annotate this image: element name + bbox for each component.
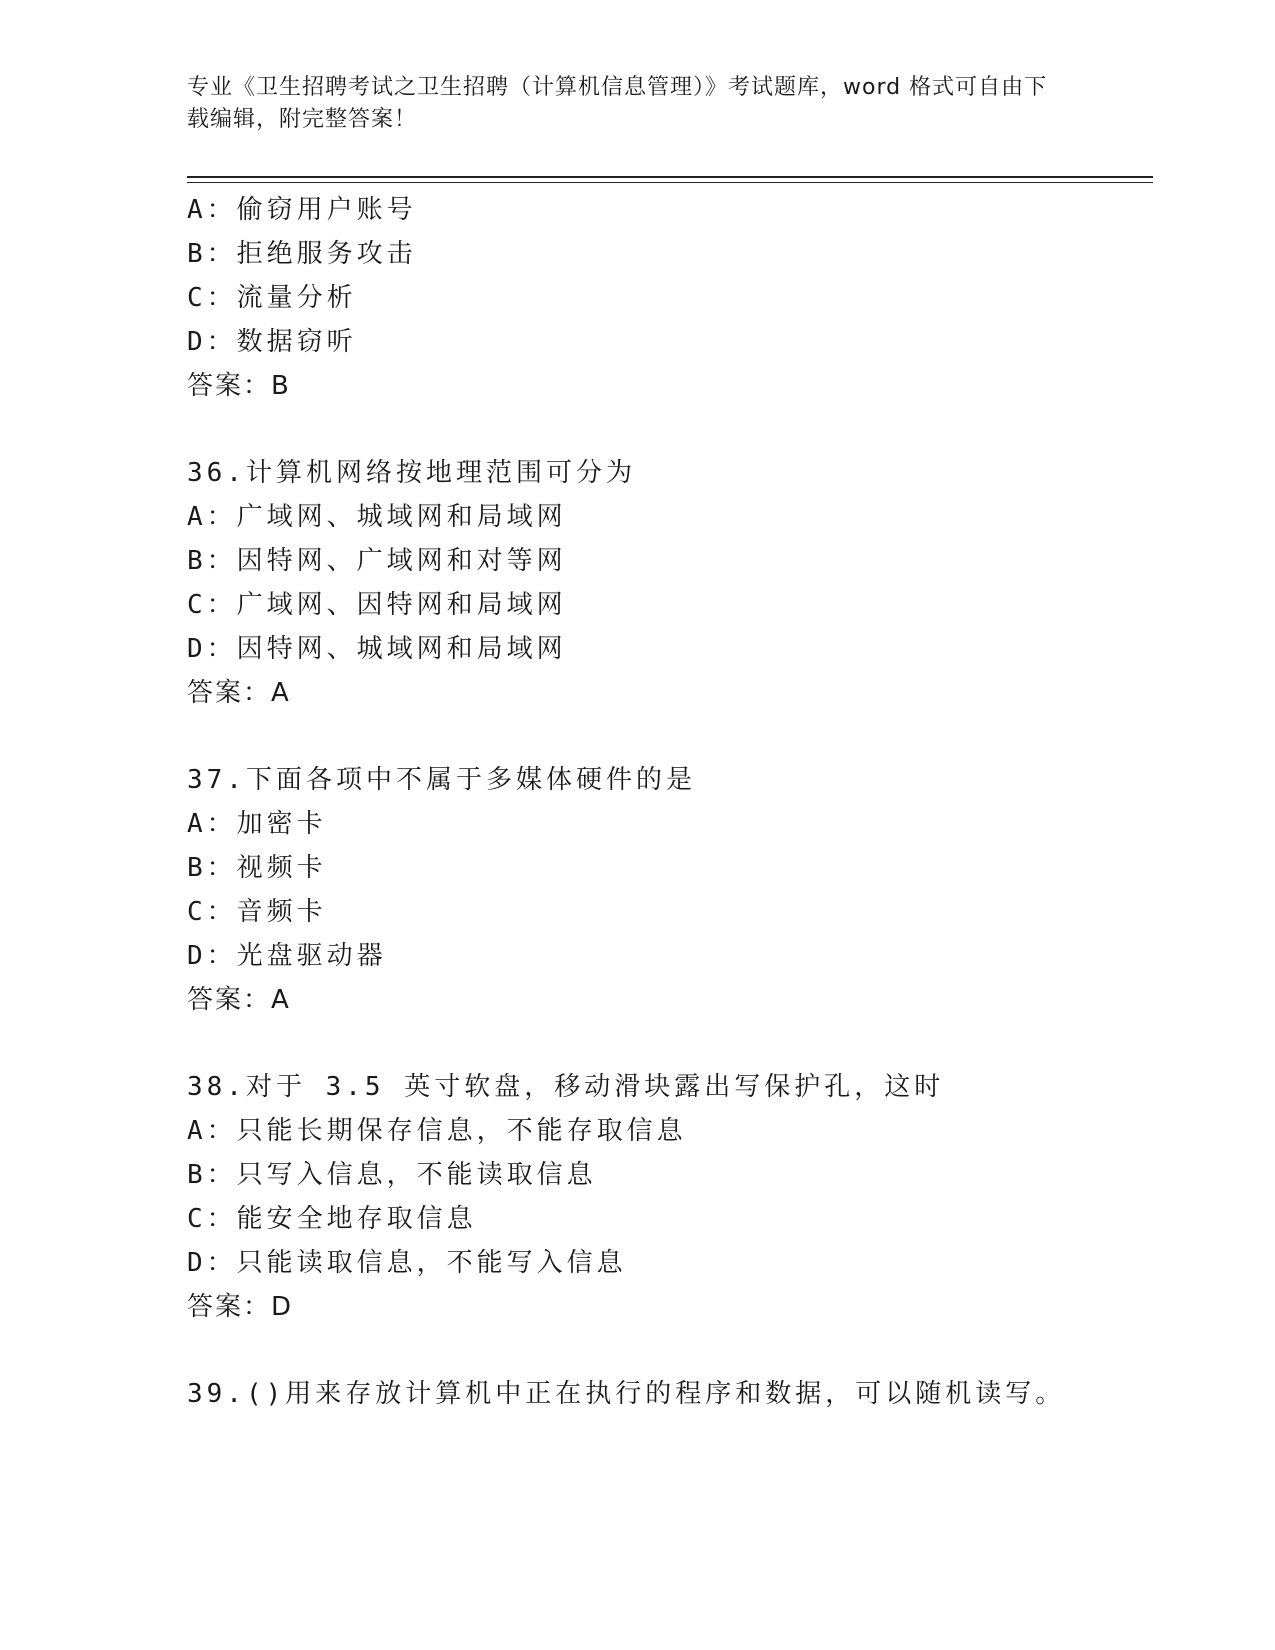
option-a: A：偷窃用户账号 [187,195,417,225]
option-c: C：广域网、因特网和局域网 [187,590,567,620]
option-b: B：只写入信息，不能读取信息 [187,1160,597,1190]
question-stem: 38.对于 3.5 英寸软盘，移动滑块露出写保护孔，这时 [187,1072,945,1102]
answer-line: 答案：A [187,985,291,1015]
option-c: C：能安全地存取信息 [187,1204,477,1234]
option-d: D：数据窃听 [187,327,357,357]
option-b: B：拒绝服务攻击 [187,239,417,269]
option-c: C：流量分析 [187,283,357,313]
option-b: B：视频卡 [187,853,327,883]
option-a: A：广域网、城域网和局域网 [187,502,567,532]
answer-line: 答案：A [187,678,291,708]
option-c: C：音频卡 [187,897,327,927]
header-divider-thick [187,176,1153,178]
question-stem: 39.()用来存放计算机中正在执行的程序和数据，可以随机读写。 [187,1379,1066,1409]
option-a: A：只能长期保存信息，不能存取信息 [187,1116,687,1146]
option-d: D：因特网、城域网和局域网 [187,634,567,664]
option-d: D：只能读取信息，不能写入信息 [187,1248,627,1278]
header-divider-thin [187,182,1153,183]
answer-line: 答案：B [187,371,291,401]
question-stem: 37.下面各项中不属于多媒体硬件的是 [187,765,696,795]
option-d: D：光盘驱动器 [187,941,387,971]
document-header: 专业《卫生招聘考试之卫生招聘（计算机信息管理）》考试题库，word 格式可自由下载编辑，附完整答案！ [187,75,1048,132]
answer-line: 答案：D [187,1292,294,1322]
option-b: B：因特网、广域网和对等网 [187,546,567,576]
question-stem: 36.计算机网络按地理范围可分为 [187,458,636,488]
option-a: A：加密卡 [187,809,327,839]
